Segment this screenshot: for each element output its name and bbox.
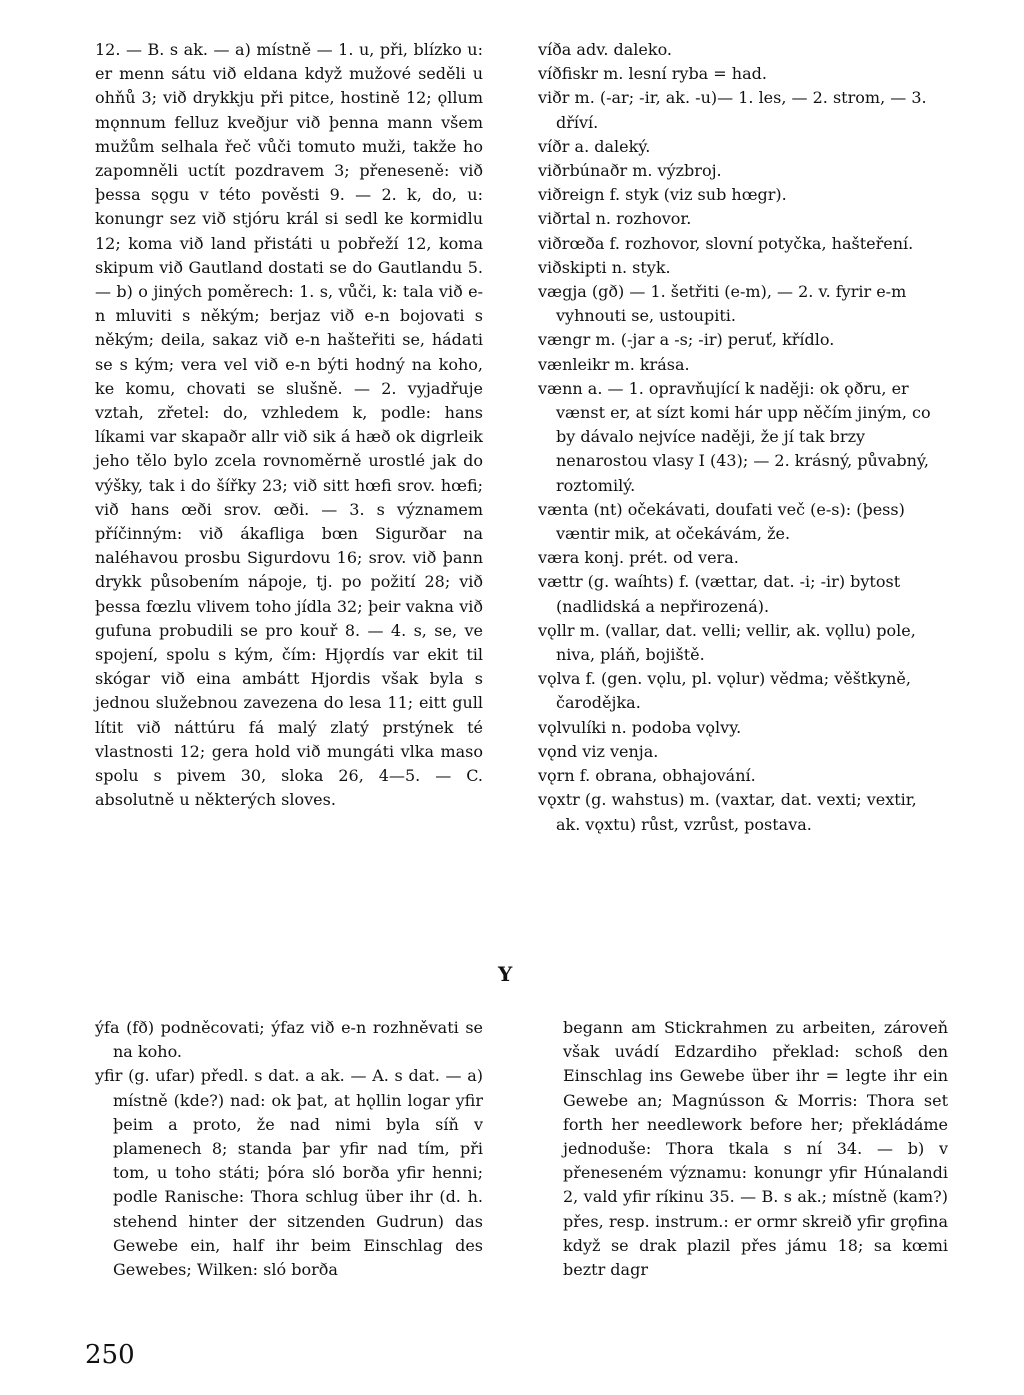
entry-vidrtal: viðrtal n. rozhovor. [538,209,692,229]
entry-continuation-vid: 12. — B. s ak. — a) místně — 1. u, při, blízko u: er menn sátu við eldana když mužové seděli u ohňů 3; við drykkju při pitce, hostině 12; ǫllum mǫnnum felluz kveðjur við þenna mann všem mužům selhala řeč vůči tomuto muži, takže ho zapomněli uctít pozdravem 3; přeneseně: við þessa sǫgu v této pověsti 9. — 2. k, do, u: konungr sez við stjóru král si sedl ke kormidlu 12; koma við land přistáti u pobřeží 12, koma skipum við Gautland dostati se do Gautlandu 5. — b) o jiných poměrech: 1. s, vůči, k: tala við e-n mluviti s někým; berjaz við e-n bojovati s někým; deila, sakaz við e-n hašteřiti se, hádati se s kým; vera vel við e-n býti hodný na koho, ke komu, chovati se slušně. — 2. vyjadřuje vztah, zřetel: do, vzhledem k, podle: hans líkami var skapaðr allr við sik á hæð ok digrleik jeho tělo bylo zcela rovnoměrně urostlé jak do výšky, tak i do šířky 23; við sitt hœfi srov. hœfi; við hans œði srov. œði. — 3. s významem příčinným: við ákafliga bœn Sigurðar na naléhavou prosbu Sigurdovu 16; srov. við þann drykk působením nápoje, tj. po požití 28; við þessa fœzlu vlivem toho jídla 32; þeir vakna við gufuna probudili se pro kouř 8. — 4. s, se, ve spojení, spolu s kým, čím: Hjǫrdís var ekit til skógar við eina ambátt Hjordis však byla s jednou služebnou zavezena do lesa 11; eitt gull lítit við náttúru fá malý zlatý prstýnek té vlastnosti 12; gera hold við mungáti vlka maso spolu s pivem 30, sloka 26, 4—5. — C. absolutně u některých sloves. [95,40,483,810]
entry-vidr-m: viðr m. (-ar; -ir, ak. -u)— 1. les, — 2. strom, — 3. dříví. [538,88,927,132]
entry-yfa: ýfa (fð) podněcovati; ýfaz við e-n rozhněvati se na koho. [95,1018,483,1062]
entry-vidreign: viðreign f. styk (viz sub hœgr). [538,185,787,205]
entry-yfir-continuation: begann am Stickrahmen zu arbeiten, zároveň však uvádí Edzardiho překlad: schoß den Einschlag ins Gewebe über ihr = legte ihr ein Gewebe an; Magnússon & Morris: Thora set forth her needlework before her; překládáme jednoduše: Thora tkala s ní 34. — b) v přeneseném významu: konungr yfir Húnalandi 2, vald yfir ríkinu 35. — B. s ak.; místně (kam?) přes, resp. instrum.: er ormr skreið yfir grǫfina když se drak plazil přes jámu 18; sa kœmi beztr dagr [563,1018,948,1280]
page-number: 250 [85,1340,135,1370]
entry-vaenta: vænta (nt) očekávati, doufati več (e-s): (þess) væntir mik, at očekávám, že. [538,499,905,544]
column-bottom-right [563,1016,948,1282]
entry-vaegja: vægja (gð) — 1. šetřiti (e-m), — 2. v. fyrir e-m vyhnouti se, ustoupiti. [538,282,907,326]
entry-vidroeda: viðrœða f. rozhovor, slovní potyčka, hašteření. [538,233,914,253]
entry-vidfiskr: víðfiskr m. lesní ryba = had. [538,64,767,84]
section-letter-heading: Y [498,962,513,986]
entry-vidskipti: viðskipti n. styk. [538,257,671,277]
entry-vaenn: vænn a. — 1. opravňující k naději: ok ǫðru, er vænst er, at sízt komi hár upp něčím jiným, co by dávalo nejvíce naději, že jí tak brzy nenarostou vlasy I (43); — 2. krásný, půvabný, roztomilý. [538,378,931,495]
entry-vidr-a: víðr a. daleký. [538,136,651,156]
entry-vaenleikr: vænleikr m. krása. [538,354,690,374]
entry-vond: vǫnd viz venja. [538,741,659,761]
entry-vaera: væra konj. prét. od vera. [538,548,739,568]
entry-vollr: vǫllr m. (vallar, dat. velli; vellir, ak. vǫllu) pole, niva, pláň, bojiště. [538,620,916,665]
entry-volva: vǫlva f. (gen. vǫlu, pl. vǫlur) vědma; věštkyně, čarodějka. [538,669,911,713]
entry-vidrbunadr: viðrbúnaðr m. výzbroj. [538,161,722,181]
entry-vida: víða adv. daleko. [538,40,673,59]
column-top-left [95,38,483,813]
entry-vorn: vǫrn f. obrana, obhajování. [538,766,756,786]
column-bottom-left [95,1016,483,1282]
entry-volvuliki: vǫlvulíki n. podoba vǫlvy. [538,717,742,737]
entry-voxtr: vǫxtr (g. wahstus) m. (vaxtar, dat. vexti; vextir, ak. vǫxtu) růst, vzrůst, postava. [538,790,917,834]
column-top-right [538,38,943,837]
entry-vaettr: vættr (g. waíhts) f. (vættar, dat. -i; -ir) bytost (nadlidská a nepřirozená). [538,572,901,616]
entry-yfir: yfir (g. ufar) předl. s dat. a ak. — A. s dat. — a) místně (kde?) nad: ok þat, at hǫllin logar yfir þeim a proto, že nad nimi byla síň v plamenech 8; standa þar yfir nad tím, při tom, u toho státi; þóra sló borða yfir henni; podle Ranische: Thora schlug über ihr (d. h. stehend hinter der sitzenden Gudrun) das Gewebe ein, half ihr beim Einschlag des Gewebes; Wilken: sló borða [95,1066,483,1280]
entry-vaengr: vængr m. (-jar a -s; -ir) peruť, křídlo. [538,330,835,350]
